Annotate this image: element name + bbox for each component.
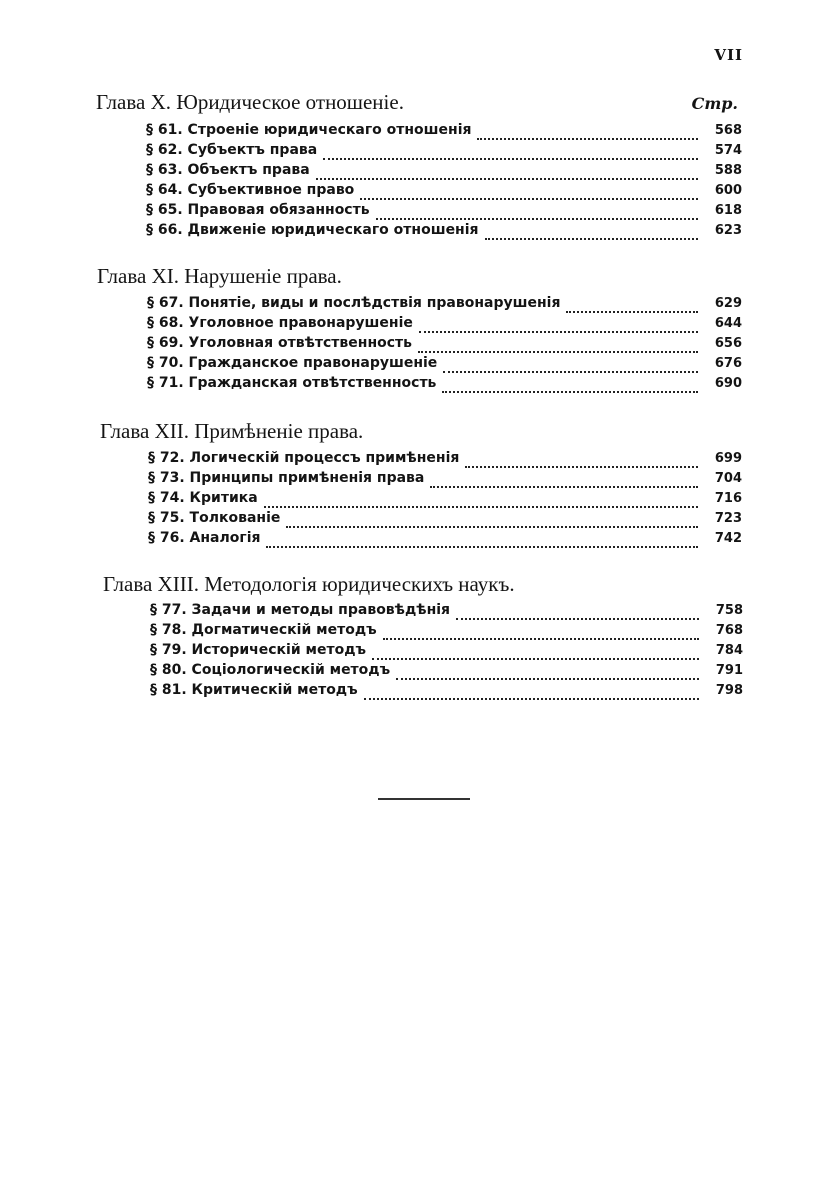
toc-entry[interactable]	[150, 642, 743, 662]
section-title: § 71. Гражданская отвѣтственность	[147, 375, 437, 391]
section-title: § 76. Аналогія	[148, 530, 261, 546]
section-title: § 62. Субъектъ права	[146, 142, 318, 158]
page-ref: 574	[714, 143, 742, 158]
toc-entry[interactable]	[148, 470, 742, 490]
page-column-label: Стр.	[691, 94, 738, 113]
dot-leader	[443, 362, 698, 373]
chapter-title: Глава X. Юридическое отношеніе.	[96, 90, 404, 114]
toc-entry[interactable]	[146, 162, 742, 182]
dot-leader	[456, 609, 699, 620]
toc-entry[interactable]	[150, 662, 743, 682]
toc-entry[interactable]	[148, 490, 742, 510]
chapter-heading	[0, 264, 760, 294]
page-ref: 699	[714, 451, 742, 466]
section-title: § 79. Историческій методъ	[150, 642, 367, 658]
dot-leader	[465, 457, 698, 468]
dot-leader	[316, 169, 698, 180]
dot-leader	[566, 302, 698, 313]
section-title: § 81. Критическій методъ	[150, 682, 358, 698]
toc-entry[interactable]	[146, 222, 742, 242]
page-ref: 791	[715, 663, 743, 678]
chapter-title: Глава XII. Примѣненіе права.	[100, 419, 364, 443]
toc-entry[interactable]	[146, 202, 742, 222]
dot-leader	[364, 689, 699, 700]
dot-leader	[442, 382, 698, 393]
section-title: § 61. Строеніе юридическаго отношенія	[146, 122, 472, 138]
section-title: § 74. Критика	[148, 490, 258, 506]
dot-leader	[477, 129, 698, 140]
page-ref: 758	[715, 603, 743, 618]
section-title: § 66. Движеніе юридическаго отношенія	[146, 222, 479, 238]
toc-entry[interactable]	[150, 602, 743, 622]
page-ref: 600	[714, 183, 742, 198]
chapter-heading	[0, 90, 760, 120]
section-title: § 75. Толкованіе	[148, 510, 281, 526]
section-title: § 65. Правовая обязанность	[146, 202, 370, 218]
dot-leader	[360, 189, 698, 200]
toc-entry[interactable]	[146, 122, 742, 142]
page-ref: 784	[715, 643, 743, 658]
toc-entry[interactable]	[150, 622, 743, 642]
page-ref: 716	[714, 491, 742, 506]
page-ref: 690	[714, 376, 742, 391]
page-ref: 618	[714, 203, 742, 218]
dot-leader	[376, 209, 698, 220]
dot-leader	[419, 322, 698, 333]
page-ref: 704	[714, 471, 742, 486]
page-ref: 629	[714, 296, 742, 311]
dot-leader	[266, 537, 698, 548]
section-title: § 63. Объектъ права	[146, 162, 310, 178]
section-title: § 77. Задачи и методы правовѣдѣнія	[150, 602, 451, 618]
page-number: VII	[714, 46, 743, 64]
toc-entry[interactable]	[147, 335, 742, 355]
page-ref: 768	[715, 623, 743, 638]
toc-entry[interactable]	[147, 375, 742, 395]
chapter-heading	[0, 419, 760, 449]
toc-entry[interactable]	[147, 355, 742, 375]
toc-entry[interactable]	[150, 682, 743, 702]
toc-entry[interactable]	[147, 315, 742, 335]
section-title: § 72. Логическій процессъ примѣненія	[148, 450, 460, 466]
page-ref: 568	[714, 123, 742, 138]
dot-leader	[323, 149, 698, 160]
dot-leader	[383, 629, 699, 640]
end-divider	[378, 798, 470, 800]
toc-entry[interactable]	[148, 510, 742, 530]
section-title: § 70. Гражданское правонарушеніе	[147, 355, 438, 371]
dot-leader	[264, 497, 698, 508]
toc-entry[interactable]	[148, 450, 742, 470]
page-ref: 676	[714, 356, 742, 371]
dot-leader	[286, 517, 698, 528]
chapter-title: Глава XI. Нарушеніе права.	[97, 264, 342, 288]
section-title: § 69. Уголовная отвѣтственность	[147, 335, 412, 351]
page-ref: 623	[714, 223, 742, 238]
chapter-heading	[0, 572, 760, 602]
page-ref: 723	[714, 511, 742, 526]
chapter-title: Глава XIII. Методологія юридическихъ наукъ.	[103, 572, 515, 596]
section-title: § 67. Понятіе, виды и послѣдствія правонарушенія	[147, 295, 561, 311]
page-ref: 798	[715, 683, 743, 698]
toc-entry[interactable]	[148, 530, 742, 550]
toc-entry[interactable]	[146, 142, 742, 162]
page-ref: 588	[714, 163, 742, 178]
toc-entry[interactable]	[146, 182, 742, 202]
section-title: § 78. Догматическій методъ	[150, 622, 377, 638]
dot-leader	[372, 649, 699, 660]
section-title: § 73. Принципы примѣненія права	[148, 470, 425, 486]
page-ref: 644	[714, 316, 742, 331]
page-ref: 742	[714, 531, 742, 546]
page-ref: 656	[714, 336, 742, 351]
dot-leader	[485, 229, 698, 240]
dot-leader	[418, 342, 698, 353]
dot-leader	[396, 669, 699, 680]
section-title: § 64. Субъективное право	[146, 182, 355, 198]
toc-entry[interactable]	[147, 295, 742, 315]
section-title: § 68. Уголовное правонарушеніе	[147, 315, 413, 331]
section-title: § 80. Соціологическій методъ	[150, 662, 391, 678]
dot-leader	[430, 477, 698, 488]
